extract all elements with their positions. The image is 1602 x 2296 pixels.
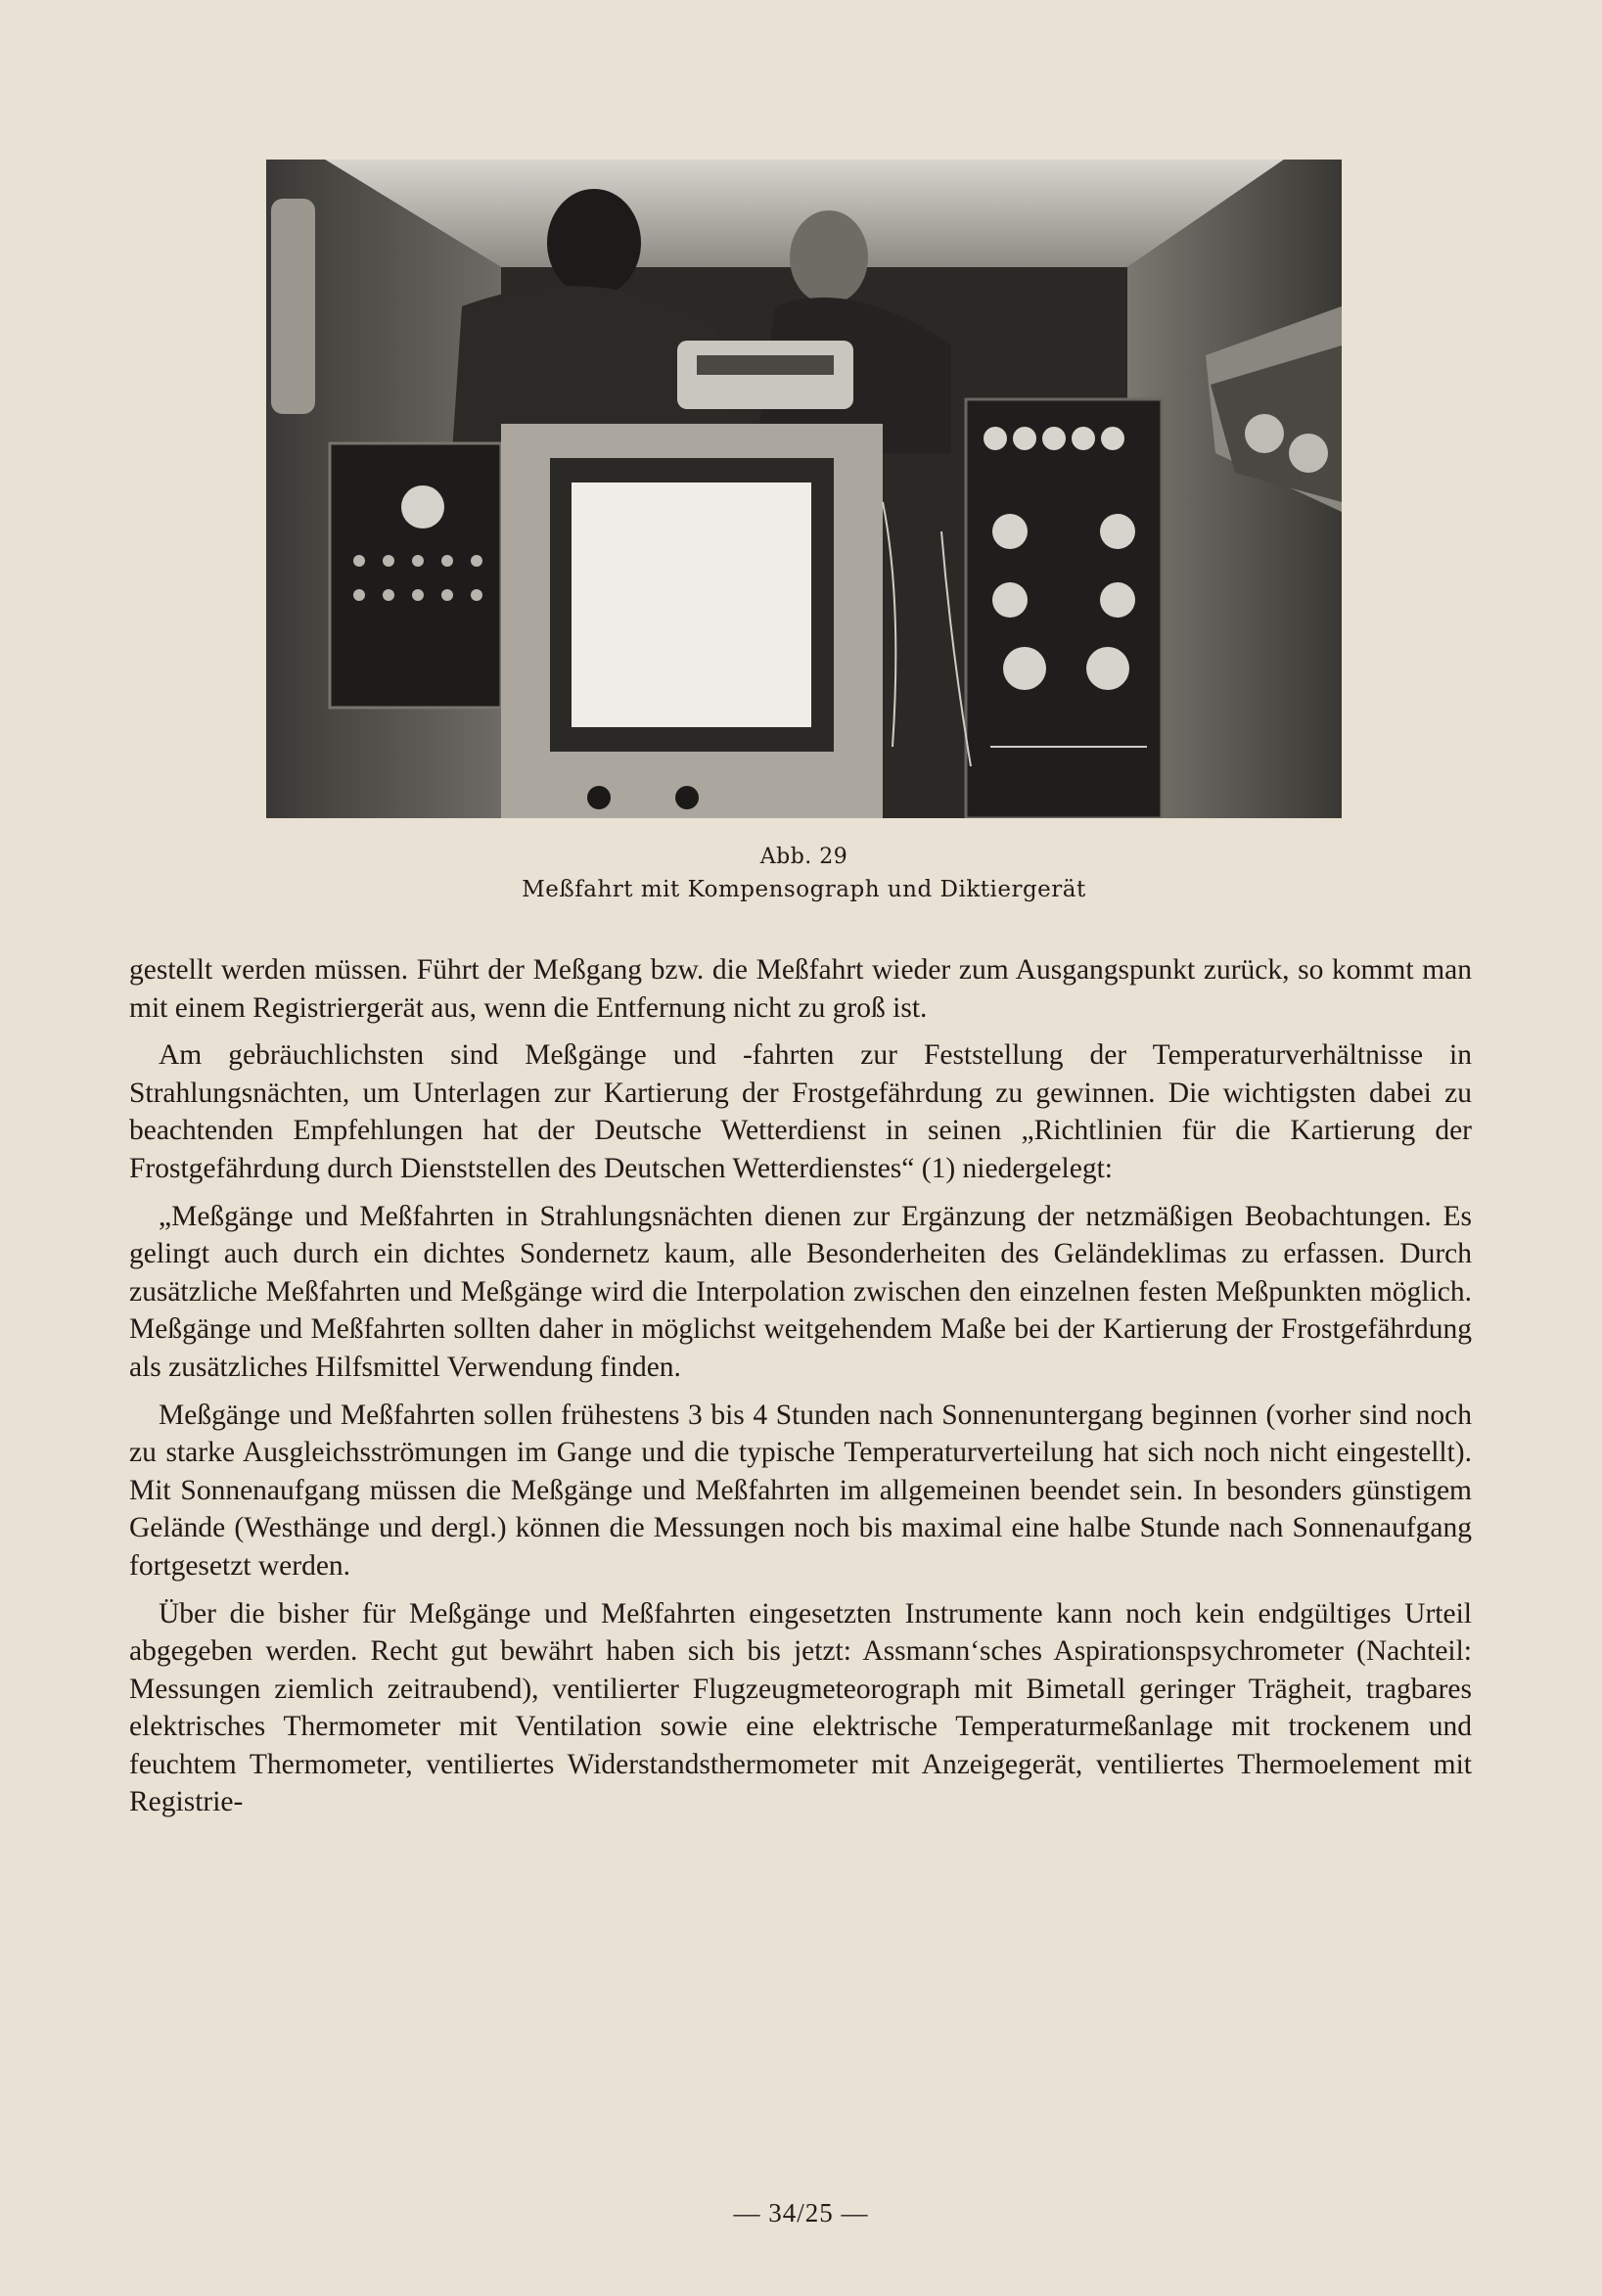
paragraph: Über die bisher für Meßgänge und Meßfahrten eingesetzten Instrumente kann noch kein endgültiges Urteil abgegeben werden. Recht gut bewährt haben sich bis jetzt: Assmann‘sches Aspirationspsychrometer (Nachteil: Messungen ziemlich zeitraubend), ventilierter Flugzeugmeteorograph mit Bimetall geringer Trägheit, tragbares elektrisches Thermometer mit Ventilation sowie eine elektrische Temperaturmeßanlage mit trockenem und feuchtem Thermometer, ventiliertes Widerstandsthermometer mit Anzeigegerät, ventiliertes Thermoelement mit Registrie-	[129, 1597, 1472, 1818]
figure-photo	[266, 160, 1342, 818]
page-number: — 34/25 —	[733, 2198, 869, 2227]
body-text	[129, 951, 1472, 1831]
paragraph: gestellt werden müssen. Führt der Meßgang bzw. die Meßfahrt wieder zum Ausgangspunkt zurück, so kommt man mit einem Registriergerät aus, wenn die Entfernung nicht zu groß ist.	[129, 954, 1472, 1024]
paragraph: Am gebräuchlichsten sind Meßgänge und -fahrten zur Feststellung der Temperaturverhältnisse in Strahlungsnächten, um Unterlagen zur Kartierung der Frostgefährdung zu gewinnen. Die wichtigsten dabei zu beachtenden Empfehlungen hat der Deutsche Wetterdienst in seinen „Richtlinien für die Kartierung der Frostgefährdung durch Dienststellen des Deutschen Wetterdienstes“ (1) niedergelegt:	[129, 1039, 1472, 1184]
figure-label: Abb. 29	[759, 845, 848, 869]
paragraph: „Meßgänge und Meßfahrten in Strahlungsnächten dienen zur Ergänzung der netzmäßigen Beobachtungen. Es gelingt auch durch ein dichtes Sondernetz kaum, alle Besonderheiten des Geländeklimas zu erfassen. Durch zusätzliche Meßfahrten und Meßgänge wird die Interpolation zwischen den einzelnen festen Meßpunkten möglich. Meßgänge und Meßfahrten sollten daher in möglichst weitgehendem Maße bei der Kartierung der Frostgefährdung als zusätzliches Hilfsmittel Verwendung finden.	[129, 1200, 1472, 1383]
paragraph: Meßgänge und Meßfahrten sollen frühestens 3 bis 4 Stunden nach Sonnenuntergang beginnen (vorher sind noch zu starke Ausgleichsströmungen im Gange und die typische Temperaturverteilung hat sich noch nicht eingestellt). Mit Sonnenaufgang müssen die Meßgänge und Meßfahrten im allgemeinen beendet sein. In besonders günstigem Gelände (Westhänge und dergl.) können die Messungen noch bis maximal eine halbe Stunde nach Sonnenaufgang fortgesetzt werden.	[129, 1399, 1472, 1582]
van-interior-photo	[266, 160, 1342, 818]
figure-caption: Meßfahrt mit Kompensograph und Diktiergerät	[522, 877, 1086, 902]
